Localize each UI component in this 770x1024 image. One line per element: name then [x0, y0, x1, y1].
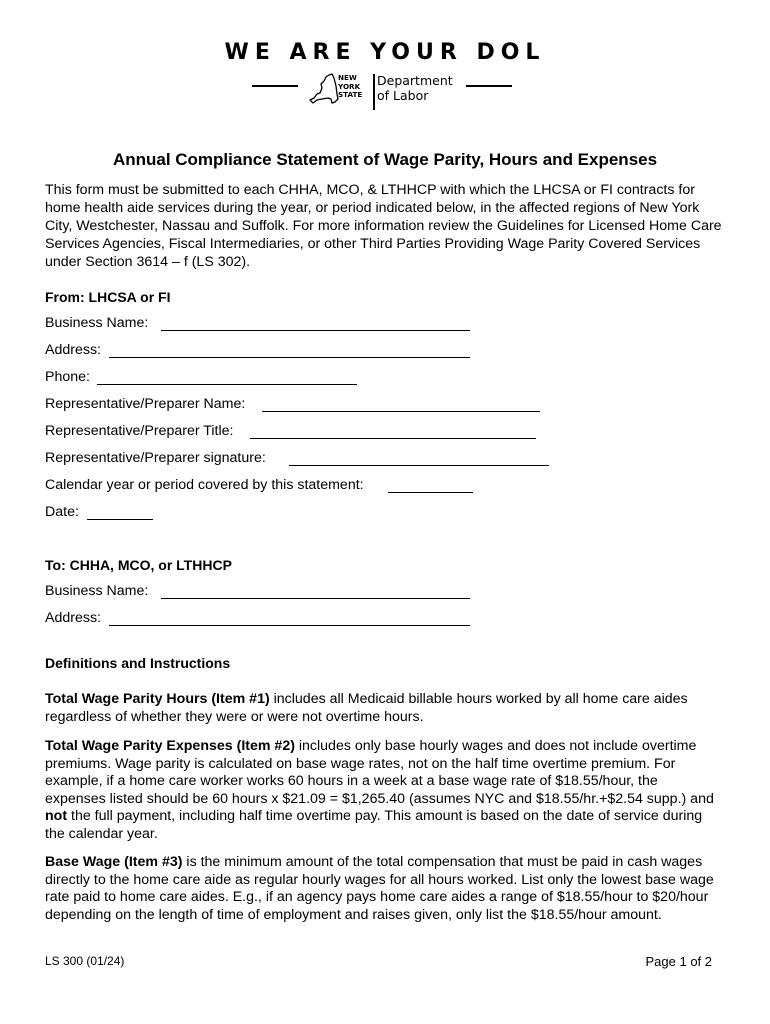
phone-input-line[interactable] — [97, 384, 357, 385]
dept-line: of Labor — [377, 88, 429, 103]
field-label: Representative/Preparer Title: — [45, 423, 234, 439]
to-address-input-line[interactable] — [109, 625, 470, 626]
to-heading: To: CHHA, MCO, or LTHHCP — [45, 557, 232, 573]
state-line: NEW — [338, 73, 357, 82]
field-label: Date: — [45, 504, 79, 520]
form-title: Annual Compliance Statement of Wage Parity, Hours and Expenses — [112, 150, 658, 169]
from-heading: From: LHCSA or FI — [45, 289, 171, 305]
field-label: Phone: — [45, 369, 90, 385]
logo-rule-right — [466, 85, 512, 87]
definition-wage-parity-hours — [45, 691, 715, 726]
logo-rule-left — [252, 85, 298, 87]
state-line: STATE — [338, 90, 363, 100]
business-name-input-line[interactable] — [161, 330, 470, 331]
address-input-line[interactable] — [109, 357, 470, 358]
field-label: Representative/Preparer Name: — [45, 396, 246, 412]
field-label: Address: — [45, 610, 101, 626]
definition-wage-parity-expenses — [45, 738, 715, 843]
definition-text: the full payment, including half time overtime pay. This amount is based on the date of service during the calendar year. — [45, 808, 703, 842]
form-id: LS 300 (01/24) — [45, 954, 125, 968]
preparer-title-input-line[interactable] — [250, 438, 536, 439]
definition-text: includes all Medicaid billable hours worked by all home care aides regardless of whether they were or were not overtime hours. — [45, 691, 688, 725]
field-label: Address: — [45, 342, 101, 358]
definition-emphasis: not — [45, 808, 68, 824]
field-label: Calendar year or period covered by this statement: — [45, 477, 364, 493]
nys-dol-logo — [252, 72, 514, 112]
logo-divider — [373, 74, 375, 110]
definitions-heading: Definitions and Instructions — [45, 655, 231, 671]
intro-paragraph: This form must be submitted to each CHHA, MCO, & LTHHCP with which the LHCSA or FI contracts for home health aide services during the year, or period indicated below, in the affected regions of New York City, Westchester, Nassau and Suffolk. For more information review the Guidelines for Licensed Home Care Services Agencies, Fiscal Intermediaries, or other Third Parties Providing Wage Parity Covered Services under Section 3614 – f (LS 302). — [45, 182, 722, 270]
page-number: Page 1 of 2 — [645, 954, 712, 969]
state-line: YORK — [338, 81, 361, 91]
dept-line: Department — [377, 73, 453, 88]
department-wordmark — [377, 73, 453, 103]
new-york-state-map-icon — [308, 72, 340, 106]
period-input-line[interactable] — [388, 492, 473, 493]
preparer-name-input-line[interactable] — [262, 411, 540, 412]
field-label: Business Name: — [45, 315, 149, 331]
definition-term: Total Wage Parity Hours (Item #1) — [45, 691, 270, 707]
field-label: Representative/Preparer signature: — [45, 450, 266, 466]
definition-term: Base Wage (Item #3) — [45, 854, 183, 870]
definition-base-wage — [45, 854, 715, 924]
preparer-signature-input-line[interactable] — [289, 465, 549, 466]
tagline: WE ARE YOUR DOL — [224, 40, 546, 65]
field-label: Business Name: — [45, 583, 149, 599]
definition-text: includes only base hourly wages and does not include overtime premiums. Wage parity is calculated on base wage rates, not on the half time overtime premium. For example, if a home care worker works 60 hours in a week at a base wage rate of $18.55/hour, the expenses listed should be 60 hours x $21.09 = $1,265.40 (assumes NYC and $18.55/hr.+$2.54 supp.) and — [45, 738, 714, 807]
state-wordmark — [338, 74, 362, 100]
definition-text: is the minimum amount of the total compensation that must be paid in cash wages directly to the home care aide as regular hourly wages for all hours worked. List only the lowest base wage rate paid to home care aides. E.g., if an agency pays home care aides a range of $18.55/hour to $20/hour depending on the length of time of employment and raises given, only list the $18.55/hour amount. — [45, 854, 714, 923]
definition-term: Total Wage Parity Expenses (Item #2) — [45, 738, 295, 754]
to-business-name-input-line[interactable] — [161, 598, 470, 599]
date-input-line[interactable] — [87, 519, 153, 520]
